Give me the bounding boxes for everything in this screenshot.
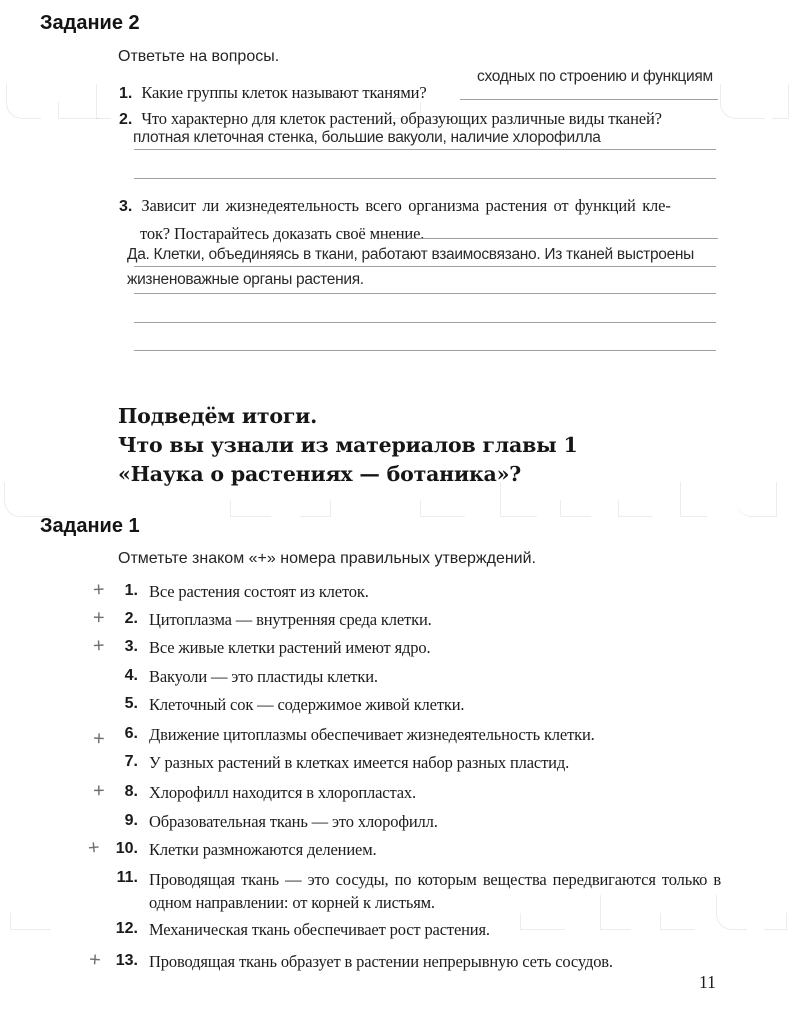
task2-instruction: Ответьте на вопросы. bbox=[118, 48, 280, 65]
task1-instruction: Отметьте знаком «+» номера правильных утверждений. bbox=[118, 550, 536, 567]
statement-text: Вакуоли — это пластиды клетки. bbox=[149, 667, 378, 686]
q3-answer-line bbox=[134, 350, 716, 351]
statement-text: Движение цитоплазмы обеспечивает жизнедеятельность клетки. bbox=[149, 725, 595, 744]
plus-mark: + bbox=[87, 836, 101, 860]
statement-row bbox=[0, 836, 794, 864]
q1-answer-line bbox=[460, 99, 718, 100]
q2-answer-line bbox=[134, 178, 716, 179]
statement-row bbox=[0, 948, 794, 976]
statement-number: 10. bbox=[115, 840, 138, 857]
task2-heading: Задание 2 bbox=[40, 12, 140, 34]
statement-text: Все живые клетки растений имеют ядро. bbox=[149, 638, 431, 657]
plus-mark: + bbox=[92, 578, 106, 602]
statement-number: 6. bbox=[124, 725, 138, 742]
q3-answer-line1: Да. Клетки, объединяясь в ткани, работают взаимосвязано. Из тканей выстроены bbox=[127, 246, 695, 263]
plus-mark: + bbox=[92, 634, 106, 658]
statement-number: 1. bbox=[124, 582, 138, 599]
summary-heading-line2: Что вы узнали из материалов главы 1 bbox=[118, 433, 578, 457]
statement-row bbox=[0, 725, 794, 749]
statement-text: Проводящая ткань — это сосуды, по которым вещества передвигаются только в одном направлении: от корней к листьям. bbox=[149, 870, 721, 912]
statement-row bbox=[0, 695, 794, 719]
statement-number: 4. bbox=[124, 667, 138, 684]
statement-text: Механическая ткань обеспечивает рост растения. bbox=[149, 920, 490, 939]
statement-text: У разных растений в клетках имеется набор разных пластид. bbox=[149, 753, 570, 772]
statement-text: Клетки размножаются делением. bbox=[149, 840, 377, 859]
statement-row bbox=[0, 812, 794, 836]
statement-number: 5. bbox=[124, 695, 138, 712]
plus-mark: + bbox=[88, 948, 102, 972]
statement-row bbox=[0, 920, 794, 944]
q3-number: 3. bbox=[119, 198, 133, 215]
summary-heading-line3: «Наука о растениях — ботаника»? bbox=[118, 462, 522, 486]
statement-text: Все растения состоят из клеток. bbox=[149, 582, 369, 601]
statement-number: 9. bbox=[124, 812, 138, 829]
q3-text-line2: ток? Постарайтесь доказать своё мнение. bbox=[140, 224, 425, 243]
statement-text: Образовательная ткань — это хлорофилл. bbox=[149, 812, 438, 831]
statement-row bbox=[0, 779, 794, 807]
statement-text: Проводящая ткань образует в растении непрерывную сеть сосудов. bbox=[149, 952, 613, 971]
statement-row bbox=[0, 634, 794, 662]
q1-answer: сходных по строению и функциям bbox=[477, 68, 713, 85]
q3-answer-line2: жизненоважные органы растения. bbox=[127, 271, 364, 288]
plus-mark: + bbox=[92, 779, 105, 803]
q3-answer-line bbox=[134, 266, 716, 267]
task1-heading: Задание 1 bbox=[40, 515, 140, 537]
statement-text: Цитоплазма — внутренняя среда клетки. bbox=[149, 610, 432, 629]
statement-number: 11. bbox=[116, 869, 138, 886]
q3-answer-line bbox=[134, 322, 716, 323]
q1-number: 1. bbox=[119, 85, 133, 102]
q2-number: 2. bbox=[119, 111, 133, 128]
statement-number: 8. bbox=[124, 783, 138, 800]
q2-answer-line bbox=[134, 149, 716, 150]
plus-mark: + bbox=[92, 727, 106, 751]
q3-answer-line bbox=[381, 238, 718, 239]
statement-text: Клеточный сок — содержимое живой клетки. bbox=[149, 695, 465, 714]
q2-answer: плотная клеточная стенка, большие вакуоли, наличие хлорофилла bbox=[133, 129, 601, 146]
page-number: 11 bbox=[699, 972, 716, 992]
statement-text: Хлорофилл находится в хлоропластах. bbox=[149, 783, 416, 802]
q3-answer-line bbox=[134, 293, 716, 294]
statement-number: 13. bbox=[115, 952, 138, 969]
plus-mark: + bbox=[92, 606, 106, 630]
statement-number: 12. bbox=[115, 920, 138, 937]
statement-row bbox=[0, 667, 794, 691]
q1-text: 1. Какие группы клеток называют тканями? bbox=[119, 83, 427, 102]
statement-row bbox=[0, 578, 794, 606]
statement-row bbox=[0, 753, 794, 777]
statement-number: 2. bbox=[124, 610, 138, 627]
q3-text-line1: 3. Зависит ли жизнедеятельность всего организма растения от функций кле- bbox=[119, 196, 671, 215]
q2-text: 2. Что характерно для клеток растений, образующих различные виды тканей? bbox=[119, 109, 662, 128]
statement-row bbox=[0, 606, 794, 634]
statement-number: 7. bbox=[124, 753, 138, 770]
statement-number: 3. bbox=[124, 638, 138, 655]
summary-heading-line1: Подведём итоги. bbox=[118, 404, 318, 428]
statement-row bbox=[0, 869, 794, 915]
